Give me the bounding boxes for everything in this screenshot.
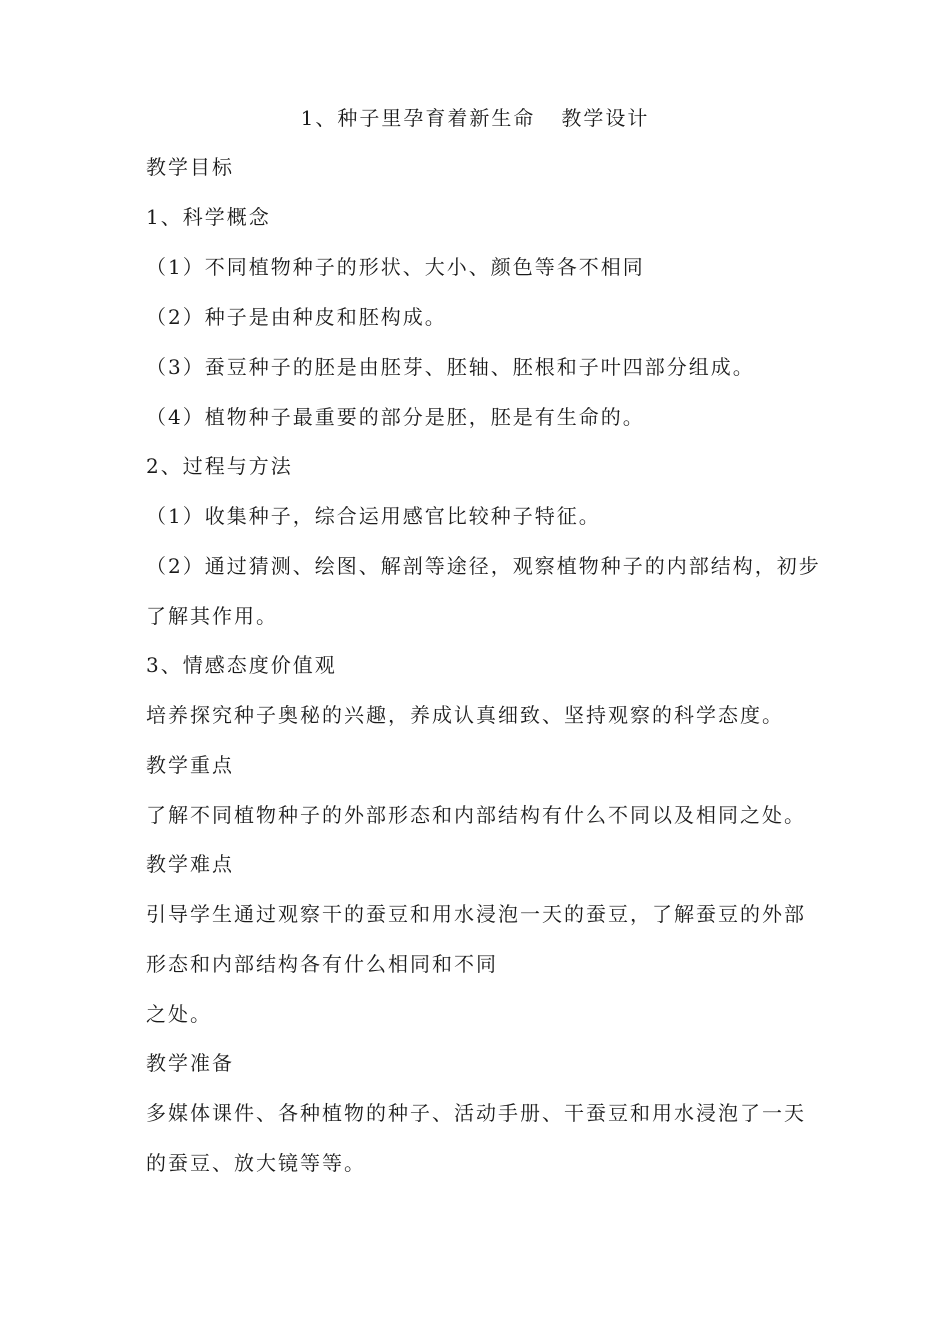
method-item-2-cont: 了解其作用。: [146, 604, 278, 628]
preparation-text-1: 多媒体课件、各种植物的种子、活动手册、干蚕豆和用水浸泡了一天: [146, 1101, 806, 1125]
document-title: [0, 104, 950, 132]
heading-process-method: 2、过程与方法: [146, 454, 293, 478]
heading-science-concept: 1、科学概念: [146, 205, 271, 229]
difficulties-text-1: 引导学生通过观察干的蚕豆和用水浸泡一天的蚕豆，了解蚕豆的外部: [146, 902, 806, 926]
concept-item-4: （4）植物种子最重要的部分是胚，胚是有生命的。: [146, 405, 645, 429]
preparation-text-2: 的蚕豆、放大镜等等。: [146, 1151, 366, 1175]
difficulties-text-2: 形态和内部结构各有什么相同和不同: [146, 952, 498, 976]
heading-difficulties: 教学难点: [146, 852, 234, 876]
heading-attitude-values: 3、情感态度价值观: [146, 653, 337, 677]
concept-item-3: （3）蚕豆种子的胚是由胚芽、胚轴、胚根和子叶四部分组成。: [146, 355, 755, 379]
concept-item-1: （1）不同植物种子的形状、大小、颜色等各不相同: [146, 255, 645, 279]
concept-item-2: （2）种子是由种皮和胚构成。: [146, 305, 447, 329]
method-item-1: （1）收集种子，综合运用感官比较种子特征。: [146, 504, 601, 528]
heading-preparation: 教学准备: [146, 1051, 234, 1075]
heading-key-points: 教学重点: [146, 753, 234, 777]
attitude-text: 培养探究种子奥秘的兴趣，养成认真细致、坚持观察的科学态度。: [146, 703, 784, 727]
difficulties-text-3: 之处。: [146, 1002, 212, 1026]
method-item-2: （2）通过猜测、绘图、解剖等途径，观察植物种子的内部结构，初步: [146, 554, 821, 578]
key-points-text: 了解不同植物种子的外部形态和内部结构有什么不同以及相同之处。: [146, 803, 806, 827]
title-design: 教学设计: [561, 106, 650, 130]
title-lesson: 1、种子里孕育着新生命: [300, 106, 536, 130]
heading-teaching-goals: 教学目标: [146, 155, 234, 179]
